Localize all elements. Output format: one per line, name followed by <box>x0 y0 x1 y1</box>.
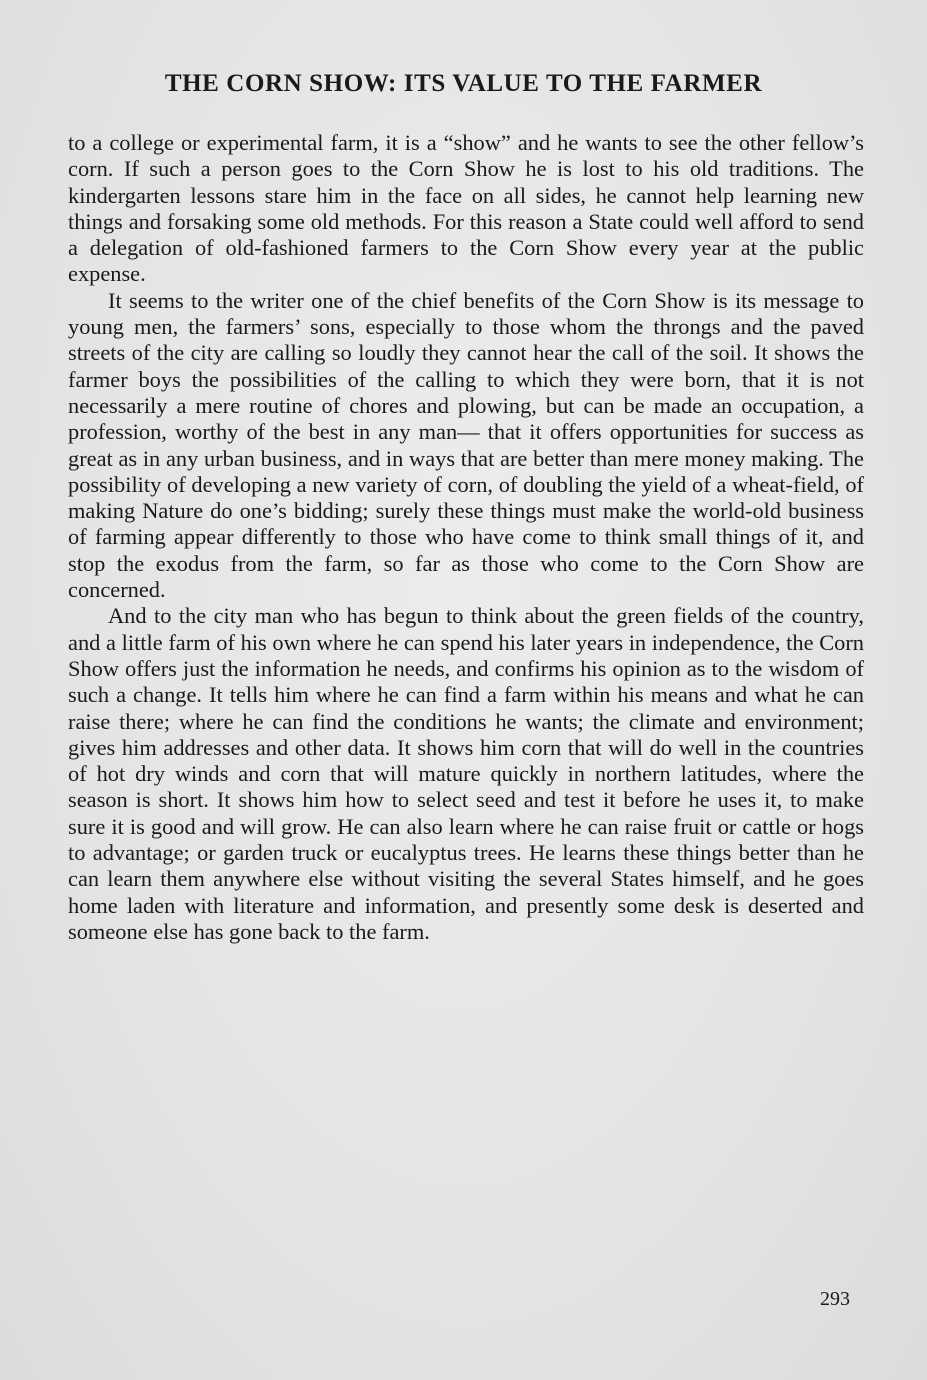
page-number: 293 <box>820 1288 850 1310</box>
body-text <box>68 130 864 945</box>
running-head: THE CORN SHOW: ITS VALUE TO THE FARMER <box>164 70 763 97</box>
paragraph-young-men: It seems to the writer one of the chief benefits of the Corn Show is its message to young men, the farmers’ sons, especially to those whom the throngs and the paved streets of the city are calling so loudly they cannot hear the call of the soil. It shows the farmer boys the possibilities of the calling to which they were born, that it is not necessarily a mere routine of chores and plowing, but can be made an occupation, a profession, worthy of the best in any man— that it offers opportunities for success as great as in any urban business, and in ways that are better than mere money making. The possibility of developing a new variety of corn, of doubling the yield of a wheat-field, of making Nature do one’s bidding; surely these things must make the world-old business of farming appear differently to those who have come to think small things of it, and stop the exodus from the farm, so far as those who come to the Corn Show are concerned. <box>68 287 864 603</box>
paragraph-continued: to a college or experimental farm, it is a “show” and he wants to see the other fellow’s corn. If such a person goes to the Corn Show he is lost to his old traditions. The kindergarten lessons stare him in the face on all sides, he cannot help learning new things and forsaking some old methods. For this reason a State could well afford to send a delegation of old-fashioned farmers to the Corn Show every year at the public expense. <box>68 130 864 287</box>
paragraph-city-man: And to the city man who has begun to think about the green fields of the country, and a little farm of his own where he can spend his later years in independence, the Corn Show offers just the information he needs, and confirms his opinion as to the wisdom of such a change. It tells him where he can find a farm within his means and what he can raise there; where he can find the conditions he wants; the climate and environment; gives him addresses and other data. It shows him corn that will do well in the countries of hot dry winds and corn that will mature quickly in northern latitudes, where the season is short. It shows him how to select seed and test it before he uses it, to make sure it is good and will grow. He can also learn where he can raise fruit or cattle or hogs to advantage; or garden truck or eucalyptus trees. He learns these things better than he can learn them anywhere else without visiting the several States himself, and he goes home laden with literature and information, and presently some desk is deserted and someone else has gone back to the farm. <box>68 603 864 944</box>
